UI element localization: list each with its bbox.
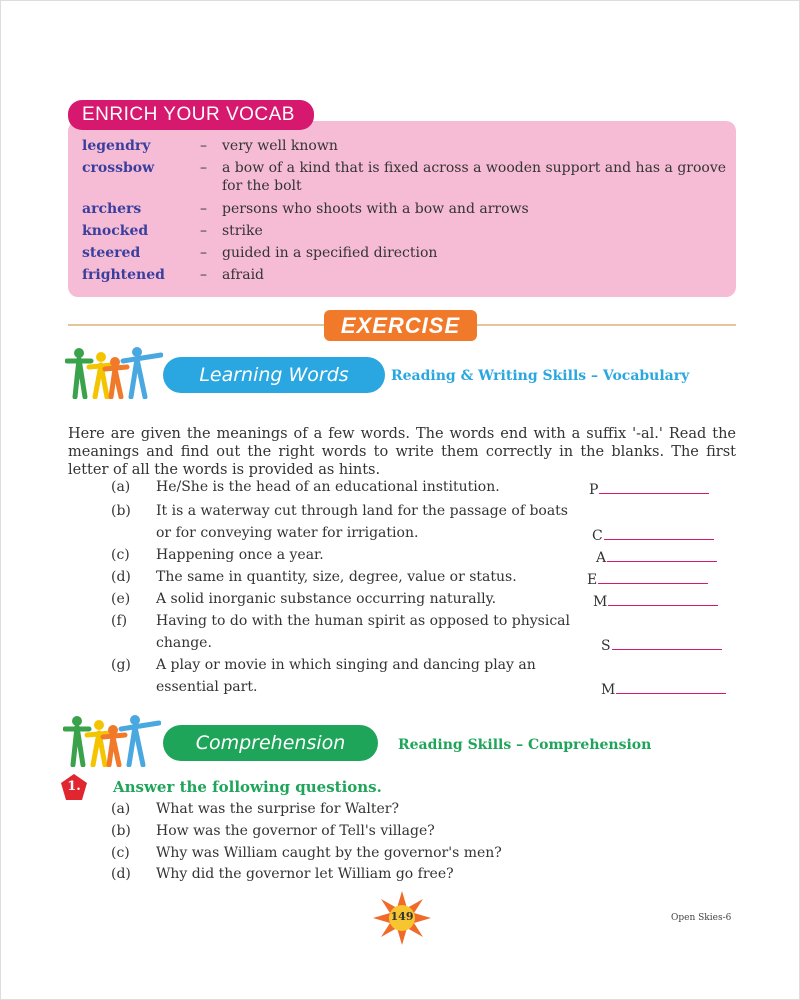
question-label: (d) [111,866,131,882]
question-text: Why did the governor let William go free? [156,866,454,882]
vocab-meaning: strike [222,223,263,239]
vocab-meaning: very well known [222,138,338,154]
vocab-meaning: persons who shoots with a bow and arrows [222,201,529,217]
dash: – [200,267,207,283]
question-text: What was the surprise for Walter? [156,801,399,817]
item-text: A solid inorganic substance occurring naturally. [156,591,497,607]
item-text: A play or movie in which singing and dancing play an essential part. [156,657,536,695]
dash: – [200,138,207,154]
vocab-box [68,121,736,297]
item-label: (b) [111,503,131,519]
question-number: 1. [67,779,81,794]
item-label: (g) [111,657,131,673]
item-text: He/She is the head of an educational institution. [156,479,500,495]
learning-skill-label: Reading & Writing Skills – Vocabulary [391,368,690,384]
item-text: The same in quantity, size, degree, value or status. [156,569,517,585]
answer-blank[interactable]: S [601,635,722,654]
answer-blank[interactable]: E [587,569,708,588]
vocab-word: legendry [82,138,151,154]
vocab-word: crossbow [82,160,155,176]
exercise-title: EXERCISE [324,310,477,341]
comprehension-skill-label: Reading Skills – Comprehension [398,737,652,753]
dash: – [200,201,207,217]
question-text: Why was William caught by the governor's men? [156,845,502,861]
page-number: 149 [390,910,414,923]
question-label: (b) [111,823,131,839]
item-text: It is a waterway cut through land for the passage of boats or for conveying water for irrigation. [156,503,568,541]
answer-blank[interactable]: C [592,525,714,544]
dash: – [200,245,207,261]
vocab-word: frightened [82,267,165,283]
instructions: Here are given the meanings of a few words. The words end with a suffix '-al.' Read the meanings and find out the right words to write them correctly in the blanks. The first letter of all the words is provided as hints. [68,426,736,478]
question-label: (c) [111,845,130,861]
item-label: (a) [111,479,131,495]
children-figures-icon [65,347,163,399]
vocab-meaning: a bow of a kind that is fixed across a wooden support and has a groove for the bolt [222,160,727,194]
answer-blank[interactable]: M [601,679,726,698]
dash: – [200,160,207,176]
question-title: Answer the following questions. [113,778,382,796]
item-label: (e) [111,591,131,607]
item-label: (c) [111,547,130,563]
item-text: Happening once a year. [156,547,324,563]
question-label: (a) [111,801,131,817]
answer-blank[interactable]: M [593,591,718,610]
learning-words-badge: Learning Words [163,357,385,393]
vocab-meaning: guided in a specified direction [222,245,438,261]
children-figures-icon [63,715,161,767]
item-text: Having to do with the human spirit as opposed to physical change. [156,613,571,651]
vocab-word: steered [82,245,141,261]
vocab-word: knocked [82,223,149,239]
answer-blank[interactable]: A [596,547,717,566]
item-label: (d) [111,569,131,585]
answer-blank[interactable]: P [589,479,709,498]
question-text: How was the governor of Tell's village? [156,823,435,839]
vocab-title: ENRICH YOUR VOCAB [68,100,314,130]
dash: – [200,223,207,239]
vocab-word: archers [82,201,142,217]
item-label: (f) [111,613,128,629]
vocab-meaning: afraid [222,267,265,283]
comprehension-badge: Comprehension [163,725,378,761]
book-title: Open Skies-6 [671,913,732,923]
